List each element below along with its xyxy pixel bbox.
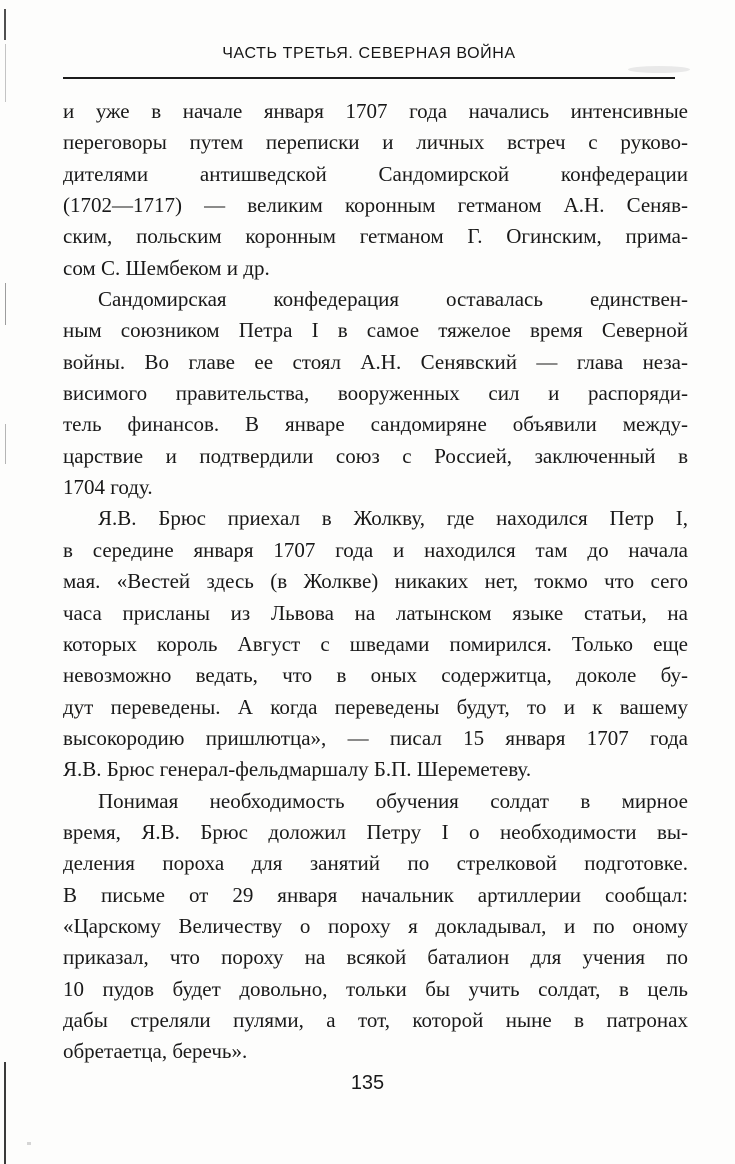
text-line: переговоры путем переписки и личных встреч с руково- xyxy=(63,130,688,155)
text-line: которых король Август с шведами помирился. Только еще xyxy=(63,631,688,656)
text-line: ным союзником Петра I в самое тяжелое время Северной xyxy=(63,318,688,343)
text-line: в середине января 1707 года и находился там до начала xyxy=(63,537,688,562)
body-text xyxy=(63,96,688,1068)
text-line: войны. Во главе ее стоял А.Н. Сенявский — глава неза- xyxy=(63,349,688,374)
text-line: время, Я.В. Брюс доложил Петру I о необходимости вы- xyxy=(63,819,688,844)
text-line: В письме от 29 января начальник артиллерии сообщал: xyxy=(63,882,688,907)
running-header: ЧАСТЬ ТРЕТЬЯ. СЕВЕРНАЯ ВОЙНА xyxy=(222,45,516,62)
text-line: приказал, что пороху на всякой баталион для учения по xyxy=(63,945,688,970)
text-line: Я.В. Брюс приехал в Жолкву, где находился Петр I, xyxy=(98,506,688,531)
scan-artifact xyxy=(5,44,6,102)
text-line: невозможно ведать, что в оных содержитца, доколе бу- xyxy=(63,663,688,688)
text-line: обретаетца, беречь». xyxy=(63,1039,248,1064)
text-line: «Царскому Величеству о пороху я докладывал, и по оному xyxy=(63,913,688,938)
header-rule xyxy=(63,77,675,79)
text-line: Я.В. Брюс генерал-фельдмаршалу Б.П. Шереметеву. xyxy=(63,757,532,782)
text-line: мая. «Вестей здесь (в Жолкве) никаких нет, токмо что сего xyxy=(63,569,688,594)
scan-artifact xyxy=(5,424,6,464)
text-line: царствие и подтвердили союз с Россией, заключенный в xyxy=(63,443,688,468)
text-line: Сандомирская конфедерация оставалась единствен- xyxy=(98,287,688,312)
scan-artifact xyxy=(27,1142,31,1145)
scan-artifact xyxy=(5,283,6,325)
text-line: высокородию пришлютца», — писал 15 января 1707 года xyxy=(63,725,688,750)
text-line: дителями антишведской Сандомирской конфедерации xyxy=(63,161,688,186)
page-number: 135 xyxy=(350,1072,385,1094)
text-line: 10 пудов будет довольно, тольки бы учить солдат, в цель xyxy=(63,976,688,1001)
text-line: дабы стреляли пулями, а тот, которой ныне в патронах xyxy=(63,1007,688,1032)
text-line: и уже в начале января 1707 года начались интенсивные xyxy=(63,99,688,123)
text-line: (1702—1717) — великим коронным гетманом А.Н. Сеняв- xyxy=(63,193,688,218)
scan-smudge xyxy=(628,66,690,73)
text-line: 1704 году. xyxy=(63,475,153,500)
scan-artifact xyxy=(4,9,6,40)
text-line: часа присланы из Львова на латынском языке статьи, на xyxy=(63,600,688,625)
text-line: деления пороха для занятий по стрелковой подготовке. xyxy=(63,851,688,876)
text-line: дут переведены. А когда переведены будут, то и к вашему xyxy=(63,694,688,719)
text-line: тель финансов. В январе сандомиряне объявили между- xyxy=(63,412,688,437)
text-line: сом С. Шембеком и др. xyxy=(63,255,270,280)
text-line: Понимая необходимость обучения солдат в мирное xyxy=(98,788,688,813)
text-line: ским, польским коронным гетманом Г. Огинским, прима- xyxy=(63,224,688,249)
text-line: висимого правительства, вооруженных сил и распоряди- xyxy=(63,381,688,406)
